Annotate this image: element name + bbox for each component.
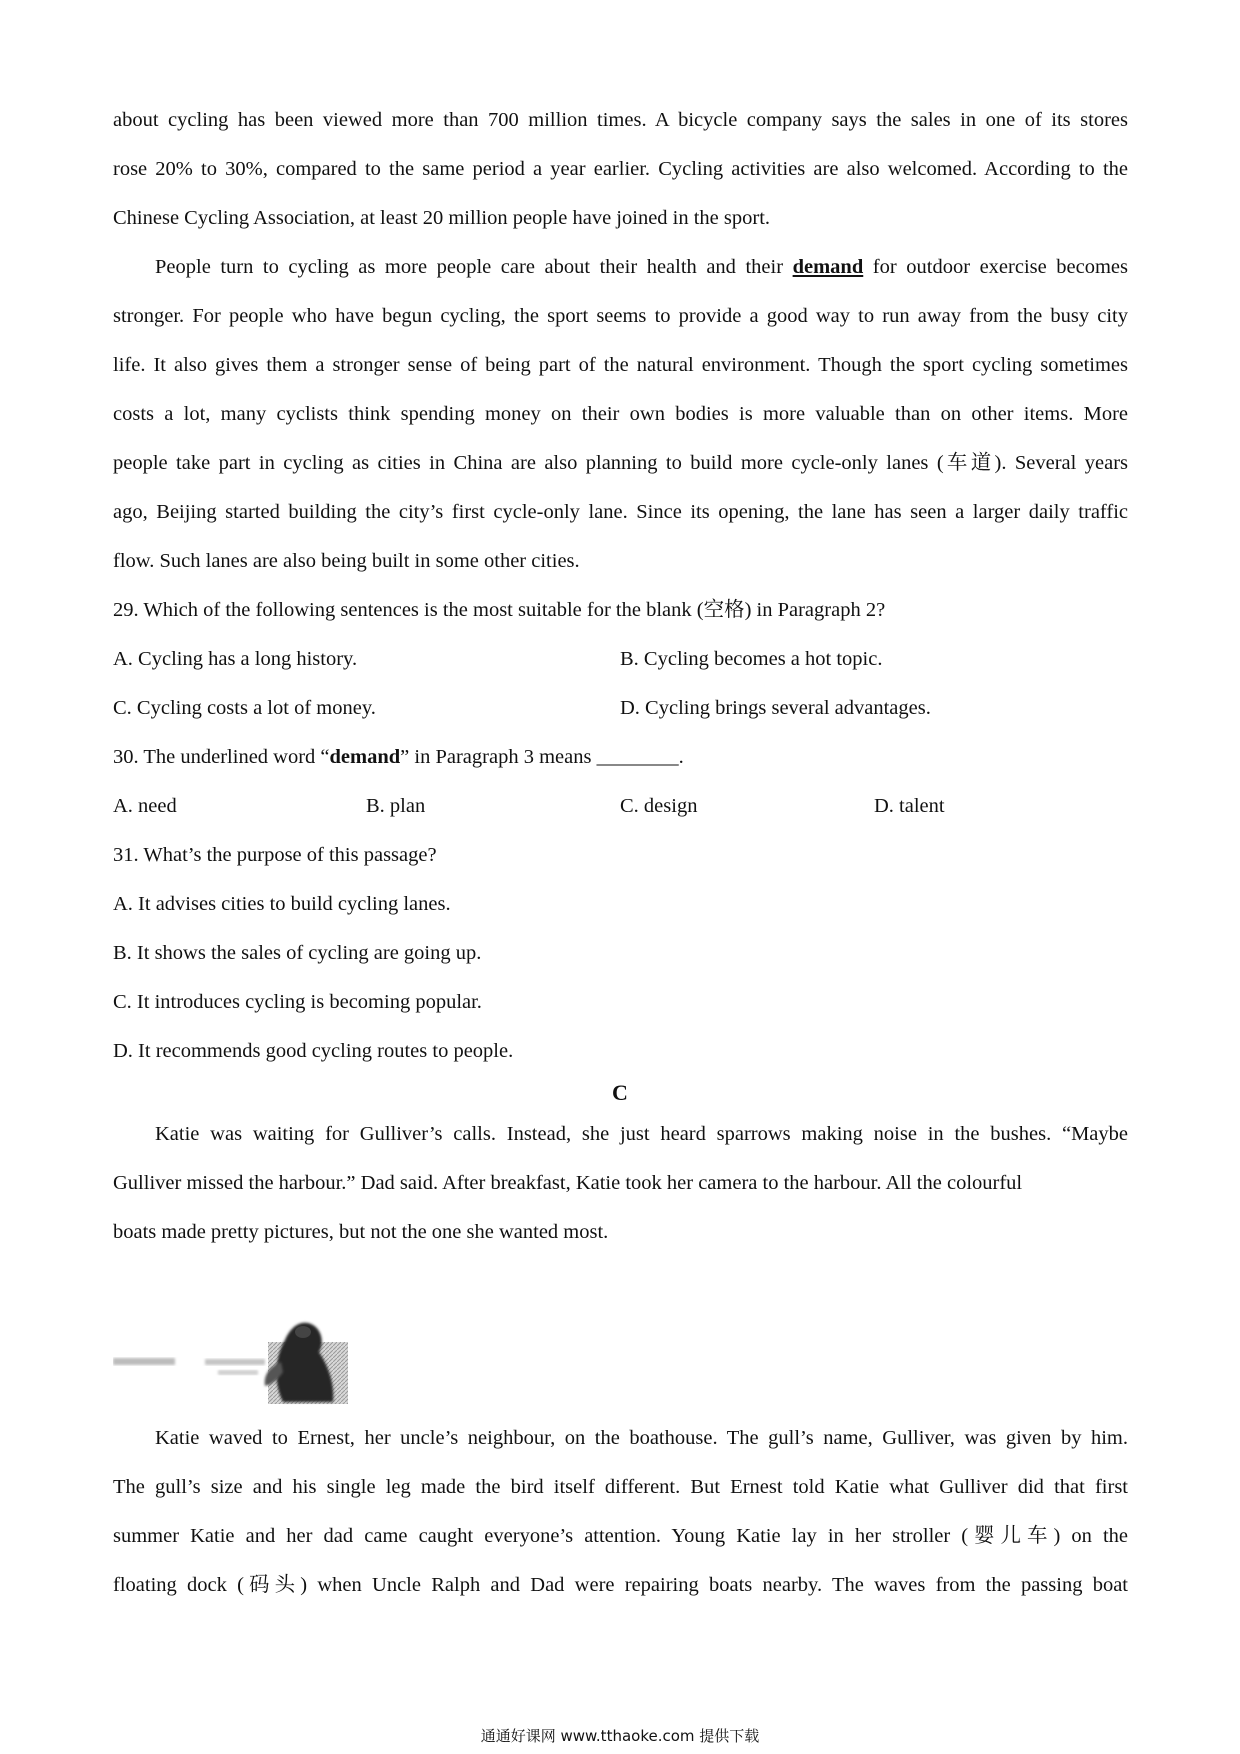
question-31-stem: 31. What’s the purpose of this passage? — [113, 844, 437, 866]
paragraph2-line6: ago, Beijing started building the city’s first cycle-only lane. Since its opening, the lane has seen a larger daily traffic — [113, 501, 1128, 523]
question-30-option-c: C. design — [620, 795, 698, 817]
question-30-stem-after: ” in Paragraph 3 means ________. — [400, 746, 684, 768]
section-c-p2-line4: floating dock (码头) when Uncle Ralph and Dad were repairing boats nearby. The waves from the passing boat — [113, 1574, 1128, 1596]
section-c-p2-line1: Katie waved to Ernest, her uncle’s neighbour, on the boathouse. The gull’s name, Gulliver, was given by him. — [155, 1427, 1128, 1449]
question-30-stem-before: 30. The underlined word “ — [113, 746, 330, 768]
question-30-option-b: B. plan — [366, 795, 426, 817]
section-c-heading: C — [612, 1080, 628, 1105]
paragraph2-text-before: People turn to cycling as more people care about their health and their — [155, 256, 793, 278]
paragraph2-line5: people take part in cycling as cities in China are also planning to build more cycle-only lanes (车道). Several years — [113, 452, 1128, 474]
question-31-option-b: B. It shows the sales of cycling are going up. — [113, 942, 482, 964]
paragraph1-line2: rose 20% to 30%, compared to the same period a year earlier. Cycling activities are also welcomed. According to the — [113, 158, 1128, 180]
question-29-option-c: C. Cycling costs a lot of money. — [113, 697, 376, 719]
question-31-option-a: A. It advises cities to build cycling lanes. — [113, 893, 451, 915]
question-31-option-c: C. It introduces cycling is becoming popular. — [113, 991, 482, 1013]
section-c-p1-line2: Gulliver missed the harbour.” Dad said. After breakfast, Katie took her camera to the harbour. All the colourful — [113, 1172, 1023, 1194]
paragraph2-line3: life. It also gives them a stronger sense of being part of the natural environment. Though the sport cycling sometimes — [113, 354, 1128, 376]
paragraph2-line1 — [155, 252, 1128, 282]
section-c-p1-line1: Katie was waiting for Gulliver’s calls. Instead, she just heard sparrows making noise in the bushes. “Maybe — [155, 1123, 1128, 1145]
section-c-p2-line2: The gull’s size and his single leg made the bird itself different. But Ernest told Katie what Gulliver did that first — [113, 1476, 1128, 1498]
paragraph2-line2: stronger. For people who have begun cycling, the sport seems to provide a good way to run away from the busy city — [113, 305, 1128, 327]
question-30-option-a: A. need — [113, 795, 177, 817]
paragraph1-line3: Chinese Cycling Association, at least 20 million people have joined in the sport. — [113, 207, 771, 229]
paragraph2-text-after: for outdoor exercise becomes — [863, 256, 1128, 278]
question-29-stem: 29. Which of the following sentences is the most suitable for the blank (空格) in Paragraph 2? — [113, 599, 886, 621]
question-29-option-d: D. Cycling brings several advantages. — [620, 697, 931, 719]
gull-illustration — [113, 1302, 351, 1406]
section-c-p1-line3: boats made pretty pictures, but not the one she wanted most. — [113, 1221, 609, 1243]
question-30-stem — [113, 742, 1128, 772]
paragraph1-line1: about cycling has been viewed more than 700 million times. A bicycle company says the sales in one of its stores — [113, 109, 1128, 131]
question-31-option-d: D. It recommends good cycling routes to people. — [113, 1040, 514, 1062]
question-30-option-d: D. talent — [874, 795, 945, 817]
keyword-demand: demand — [792, 256, 864, 278]
question-30-keyword: demand — [329, 746, 401, 768]
paragraph2-line7: flow. Such lanes are also being built in some other cities. — [113, 550, 580, 572]
question-29-option-a: A. Cycling has a long history. — [113, 648, 358, 670]
section-c-p2-line3: summer Katie and her dad came caught everyone’s attention. Young Katie lay in her stroller (婴儿车) on the — [113, 1525, 1128, 1547]
paragraph2-line4: costs a lot, many cyclists think spending money on their own bodies is more valuable than on other items. More — [113, 403, 1128, 425]
page-footer: 通通好课网 www.tthaoke.com 提供下载 — [480, 1727, 760, 1745]
question-29-option-b: B. Cycling becomes a hot topic. — [620, 648, 883, 670]
gull-illustration-graphic — [113, 1302, 351, 1406]
